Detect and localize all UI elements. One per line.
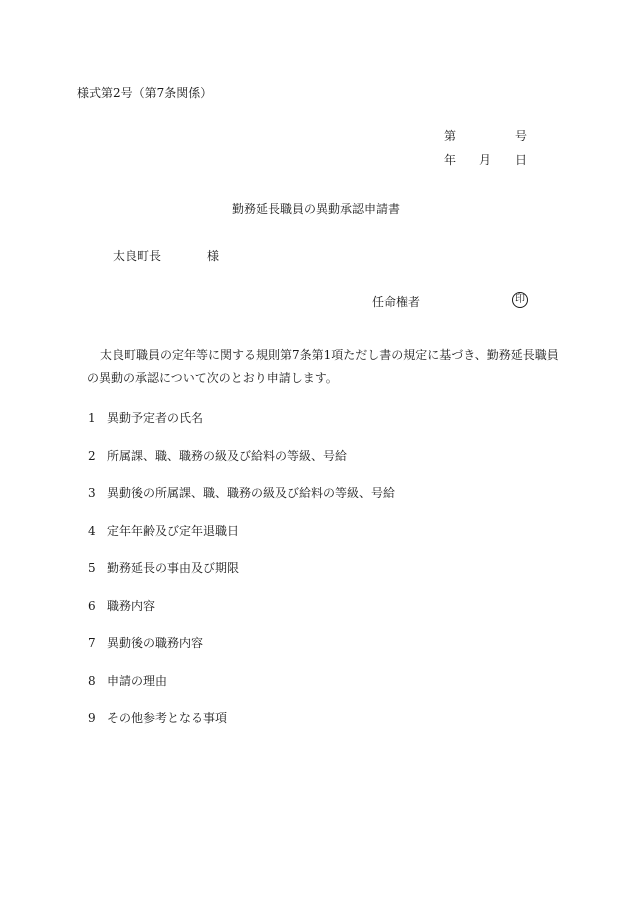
item-number: 8 [88, 673, 96, 688]
list-item [88, 599, 395, 637]
list-item [88, 711, 395, 749]
date-year-label: 年 [444, 153, 457, 167]
item-number: 2 [88, 448, 96, 463]
item-number: 3 [88, 486, 96, 500]
list-item [88, 486, 395, 524]
addressee: 太良町長 [113, 249, 162, 263]
item-label: 所属課、職、職務の級及び給料の等級、号給 [107, 448, 348, 463]
item-number: 4 [88, 523, 96, 538]
form-number: 様式第2号（第7条関係） [77, 86, 213, 100]
application-statement [87, 344, 567, 390]
seal-icon: 印 [512, 292, 528, 308]
document-number-label: 第 [444, 129, 457, 143]
item-label: 異動後の職務内容 [107, 636, 204, 650]
list-item [88, 636, 395, 674]
statement-line-2: の異動の承認について次のとおり申請します。 [87, 371, 338, 385]
statement-line-1: 太良町職員の定年等に関する規則第7条第1項ただし書の規定に基づき、勤務延長職員 [100, 348, 559, 362]
item-number: 5 [88, 561, 96, 575]
item-label: その他参考となる事項 [107, 711, 228, 725]
date-day-label: 日 [515, 153, 528, 167]
addressee-honorific: 様 [207, 249, 220, 263]
item-label: 異動予定者の氏名 [107, 411, 204, 425]
document-title: 勤務延長職員の異動承認申請書 [232, 202, 401, 216]
list-item [88, 524, 395, 562]
applicant-label: 任命権者 [372, 295, 421, 309]
item-number: 9 [88, 711, 96, 725]
item-label: 勤務延長の事由及び期限 [107, 561, 240, 575]
item-number: 1 [88, 411, 96, 425]
item-label: 申請の理由 [107, 673, 168, 688]
item-number: 7 [88, 636, 96, 650]
list-item [88, 449, 395, 487]
item-number: 6 [88, 598, 96, 613]
item-label: 異動後の所属課、職、職務の級及び給料の等級、号給 [107, 486, 396, 500]
date-month-label: 月 [479, 153, 492, 167]
list-item [88, 561, 395, 599]
item-label: 職務内容 [107, 598, 156, 613]
document-number-suffix: 号 [515, 129, 528, 143]
list-item [88, 411, 395, 449]
item-list [88, 411, 395, 749]
item-label: 定年年齢及び定年退職日 [107, 523, 240, 538]
list-item [88, 674, 395, 712]
